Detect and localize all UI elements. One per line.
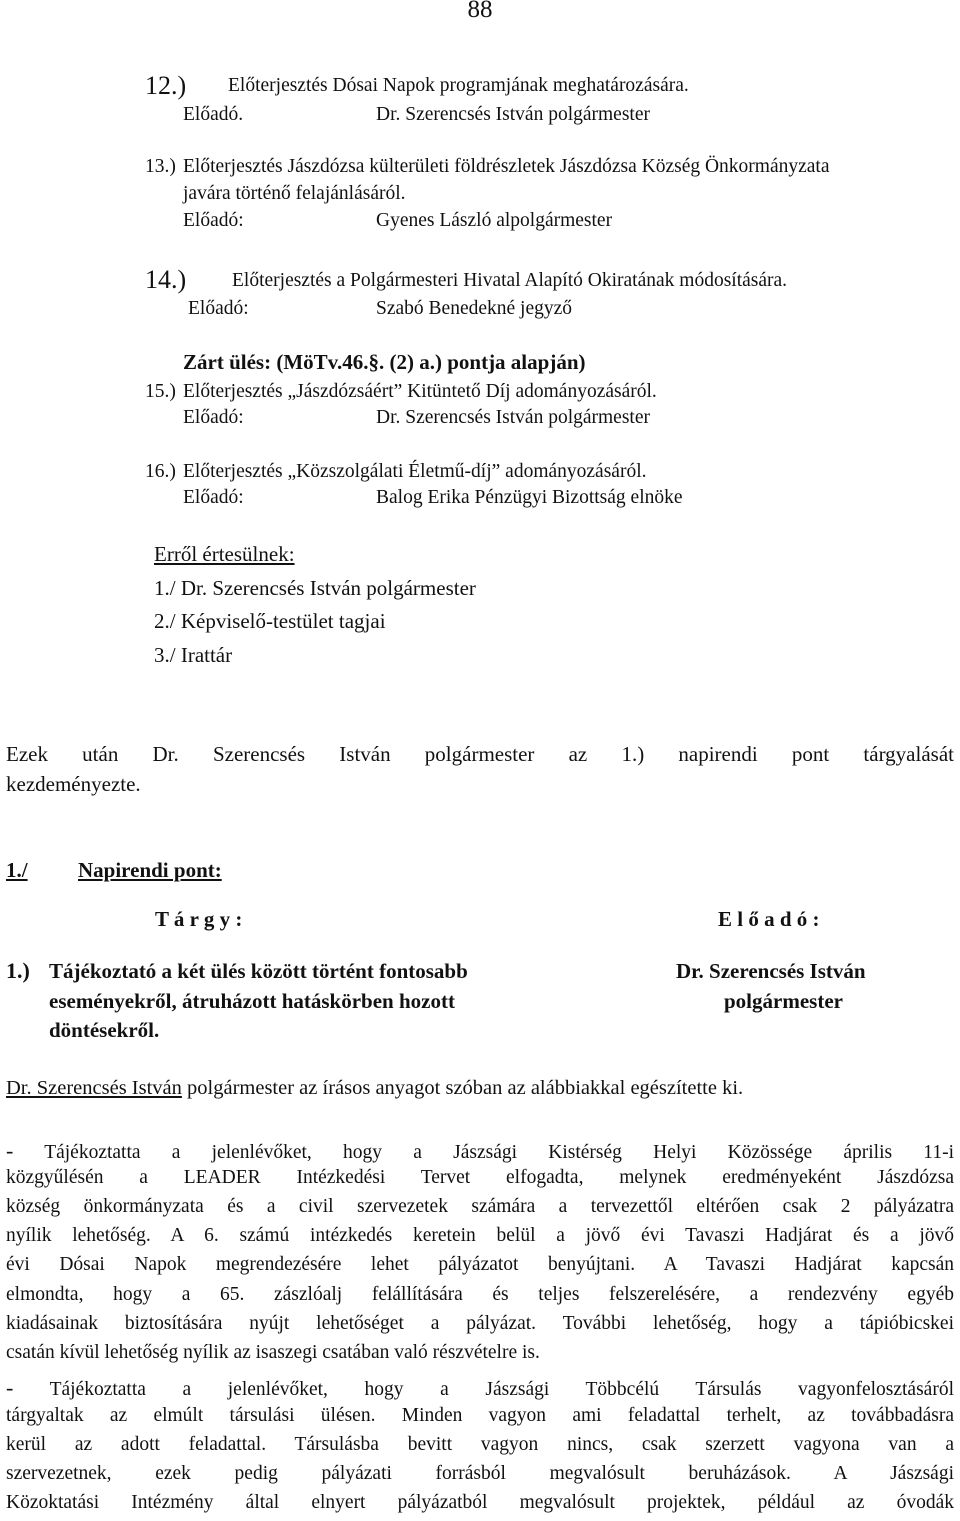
paragraph-line: elmondta, hogy a 65. zászlóalj felállítására és teljes felszerelésére, a rendezvény egyéb — [6, 1284, 954, 1305]
agenda-presenter-title: polgármester — [724, 989, 843, 1013]
agenda-title: Előterjesztés Dósai Napok programjának meghatározására. — [228, 75, 689, 96]
notified-item: 3./ Irattár — [154, 643, 233, 667]
intro-line — [6, 1077, 743, 1100]
agenda-point-number: 1./ — [6, 858, 28, 882]
subject-header: T á r g y : — [155, 907, 243, 931]
presenter-header: E l ő a d ó : — [718, 907, 820, 931]
presenter-name: Dr. Szerencsés István polgármester — [376, 407, 650, 428]
presenter-label: Előadó: — [183, 210, 244, 231]
dash-bullet: - — [6, 1138, 14, 1163]
notified-item: 2./ Képviselő-testület tagjai — [154, 609, 386, 633]
dash-bullet: - — [6, 1375, 14, 1400]
paragraph-line: nyílik lehetőség. A 6. számú intézkedés keretein belül a jövő évi Tavaszi Hadjárat és a jövő — [6, 1225, 954, 1246]
presenter-name: Dr. Szerencsés István polgármester — [376, 104, 650, 125]
presenter-name: Gyenes László alpolgármester — [376, 210, 613, 231]
paragraph-line: község önkormányzata és a civil szervezetek számára a tervezettől eltérően csak 2 pályázatra — [6, 1196, 954, 1217]
page-number: 88 — [467, 0, 493, 23]
presenter-label: Előadó: — [183, 487, 244, 508]
agenda-number: 12.) — [145, 71, 187, 100]
agenda-number: 16.) — [145, 461, 176, 482]
presenter-label: Előadó: — [188, 298, 249, 319]
paragraph-line — [6, 1138, 954, 1164]
initiation-line: Ezek után Dr. Szerencsés István polgármester az 1.) napirendi pont tárgyalását — [6, 742, 954, 766]
closed-session-heading: Zárt ülés: (MöTv.46.§. (2) a.) pontja alapján) — [183, 350, 586, 374]
paragraph-line: évi Dósai Napok megrendezésére lehet pályázatot benyújtani. A Tavaszi Hadjárat kapcsán — [6, 1254, 954, 1275]
notified-heading: Erről értesülnek: — [154, 542, 295, 566]
agenda-title: Előterjesztés a Polgármesteri Hivatal Alapító Okiratának módosítására. — [232, 270, 788, 291]
paragraph-line: tárgyaltak az elmúlt társulási ülésen. Minden vagyon ami feladattal terhelt, az továbbadásra — [6, 1405, 954, 1426]
agenda-subject-continued: döntésekről. — [49, 1018, 160, 1042]
paragraph-line: közgyűlésén a LEADER Intézkedési Tervet elfogadta, melynek eredményeként Jászdózsa — [6, 1167, 954, 1188]
paragraph-line: kerül az adott feladattal. Társulásba bevitt vagyon nincs, csak szerzett vagyona van a — [6, 1434, 954, 1455]
notified-item: 1./ Dr. Szerencsés István polgármester — [154, 576, 476, 600]
paragraph-line: Közoktatási Intézmény által elnyert pályázatból megvalósult projektek, például az óvodák — [6, 1492, 954, 1513]
initiation-line-end: kezdeményezte. — [6, 772, 141, 796]
paragraph-first-text: Tájékoztatta a jelenlévőket, hogy a Jászsági Többcélú Társulás vagyonfelosztásáról — [13, 1379, 954, 1400]
agenda-subject: Tájékoztató a két ülés között történt fontosabb — [49, 959, 468, 983]
intro-text: polgármester az írásos anyagot szóban az alábbiakkal egészítette ki. — [181, 1077, 744, 1099]
agenda-presenter-name: Dr. Szerencsés István — [676, 959, 866, 983]
paragraph-line: kiadásainak biztosítására nyújt lehetőséget a pályázat. További lehetőség, hogy a tápióbicskei — [6, 1313, 954, 1334]
presenter-label: Előadó. — [183, 104, 244, 125]
agenda-number: 14.) — [145, 265, 187, 294]
paragraph-last-line: csatán kívül lehetőség nyílik az isaszegi csatában való részvételre is. — [6, 1342, 540, 1363]
agenda-title-continued: javára történő felajánlásáról. — [183, 183, 406, 204]
agenda-point-label: Napirendi pont: — [78, 858, 222, 882]
agenda-title: Előterjesztés „Jászdózsáért” Kitüntető Díj adományozásáról. — [183, 381, 657, 402]
agenda-number: 13.) — [145, 156, 176, 177]
agenda-subject-continued: eseményekről, átruházott hatáskörben hozott — [49, 989, 455, 1013]
paragraph-line — [6, 1375, 954, 1401]
agenda-number: 15.) — [145, 381, 176, 402]
presenter-name: Balog Erika Pénzügyi Bizottság elnöke — [376, 487, 683, 508]
agenda-point-item-number: 1.) — [6, 958, 30, 983]
agenda-title: Előterjesztés „Közszolgálati Életmű-díj” adományozásáról. — [183, 461, 647, 482]
intro-speaker: Dr. Szerencsés István — [6, 1077, 182, 1099]
paragraph-first-text: Tájékoztatta a jelenlévőket, hogy a Jászsági Kistérség Helyi Közössége április 11-i — [13, 1142, 954, 1163]
presenter-label: Előadó: — [183, 407, 244, 428]
presenter-name: Szabó Benedekné jegyző — [376, 298, 573, 319]
agenda-title: Előterjesztés Jászdózsa külterületi földrészletek Jászdózsa Község Önkormányzata — [183, 156, 830, 177]
paragraph-line: szervezetnek, ezek pedig pályázati forrásból megvalósult beruházások. A Jászsági — [6, 1463, 954, 1484]
